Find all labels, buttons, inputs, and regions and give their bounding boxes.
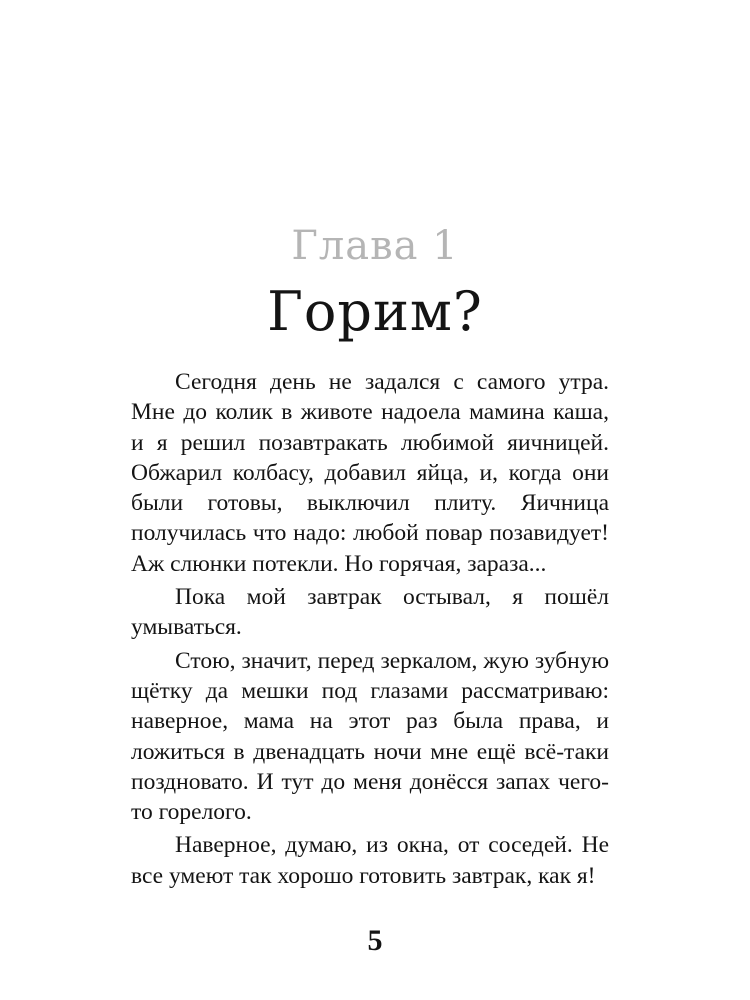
paragraph: Наверное, думаю, из окна, от соседей. Не все умеют так хорошо готовить завтрак, как я!: [131, 832, 609, 889]
page-number: 5: [367, 924, 383, 957]
body-text: [131, 367, 609, 891]
chapter-label: Глава 1: [291, 223, 459, 269]
paragraph: Пока мой завтрак остывал, я пошёл умываться.: [131, 584, 609, 641]
chapter-title: Горим?: [267, 280, 483, 343]
paragraph: Сегодня день не задался с самого утра. Мне до колик в животе надоела мамина каша, и я решил позавтракать любимой яичницей. Обжарил колбасу, добавил яйца, и, когда они были готовы, выключил плиту. Яичница получилась что надо: любой повар позавидует! Аж слюнки потекли. Но горячая, зараза...: [131, 369, 609, 577]
paragraph: Стою, значит, перед зеркалом, жую зубную щётку да мешки под глазами рассматриваю: наверное, мама на этот раз была права, и ложиться в двенадцать ночи мне ещё всё-таки поздновато. И тут до меня донёсся запах чего-то горелого.: [131, 647, 609, 826]
